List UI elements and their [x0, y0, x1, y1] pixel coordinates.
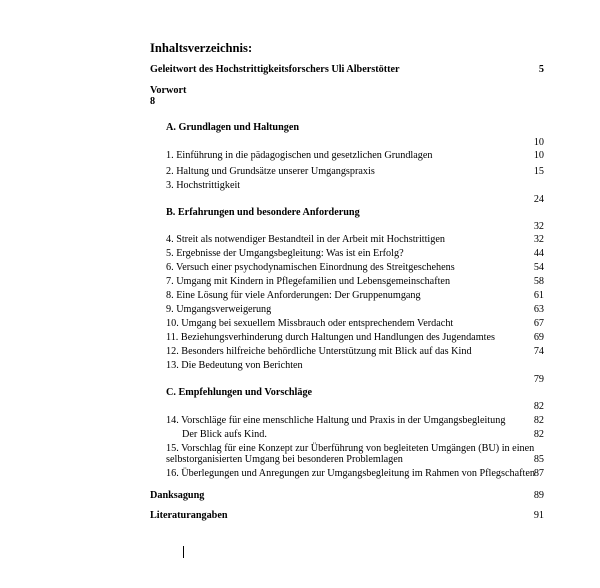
toc-item-continuation: Der Blick aufs Kind.: [182, 429, 267, 440]
toc-item: 13. Die Bedeutung von Berichten: [166, 360, 303, 371]
toc-item-page: 54: [533, 262, 544, 273]
toc-item-page: 85: [533, 454, 544, 465]
section-c-heading: C. Empfehlungen und Vorschläge: [166, 387, 313, 398]
toc-item: 15. Vorschlag für eine Konzept zur Überführung von begleiteten Umgängen (BU) in einen: [166, 443, 535, 454]
toc-item: 3. Hochstrittigkeit: [166, 180, 241, 191]
toc-item-page: 67: [533, 318, 544, 329]
toc-item-page: 61: [533, 290, 544, 301]
toc-item: 12. Besonders hilfreiche behördliche Unterstützung mit Blick auf das Kind: [166, 346, 472, 357]
toc-literatur: Literaturangaben: [150, 510, 228, 521]
toc-item-page: 44: [533, 248, 544, 259]
section-a-heading-page: 10: [533, 137, 544, 148]
toc-item: 14. Vorschläge für eine menschliche Haltung und Praxis in der Umgangsbegleitung: [166, 415, 506, 426]
section-b-heading: B. Erfahrungen und besondere Anforderung: [166, 207, 360, 218]
toc-item: 16. Überlegungen und Anregungen zur Umgangsbegleitung im Rahmen von Pflegschaften: [166, 468, 535, 479]
toc-item: 5. Ergebnisse der Umgangsbegleitung: Was ist ein Erfolg?: [166, 248, 404, 259]
toc-item: 9. Umgangsverweigerung: [166, 304, 272, 315]
toc-item: 6. Versuch einer psychodynamischen Einordnung des Streitgeschehens: [166, 262, 455, 273]
toc-item: 2. Haltung und Grundsätze unserer Umgangspraxis: [166, 166, 375, 177]
toc-item-continuation: selbstorganisierten Umgang bei besonderen Problemlagen: [166, 454, 403, 465]
toc-geleitwort: Geleitwort des Hochstrittigkeitsforschers Uli Alberstötter: [150, 64, 400, 75]
toc-item: 10. Umgang bei sexuellem Missbrauch oder entsprechendem Verdacht: [166, 318, 454, 329]
toc-item-page: 69: [533, 332, 544, 343]
toc-geleitwort-page: 5: [538, 64, 544, 75]
toc-item-page: 82: [533, 429, 544, 440]
toc-item-page: 32: [533, 234, 544, 245]
section-a-heading: A. Grundlagen und Haltungen: [166, 122, 300, 133]
text-cursor: [183, 546, 184, 558]
section-c-heading-page: 82: [533, 401, 544, 412]
toc-item: 11. Beziehungsverhinderung durch Haltungen und Handlungen des Jugendamtes: [166, 332, 495, 343]
section-b-trailing-page: 79: [533, 374, 544, 385]
toc-vorwort-page: 8: [150, 96, 156, 107]
toc-item-page: 10: [533, 150, 544, 161]
toc-item-page: 87: [533, 468, 544, 479]
toc-item: 4. Streit als notwendiger Bestandteil in der Arbeit mit Hochstrittigen: [166, 234, 445, 245]
toc-item-page: 74: [533, 346, 544, 357]
toc-item-page: 58: [533, 276, 544, 287]
toc-title: Inhaltsverzeichnis:: [150, 41, 253, 55]
section-b-heading-page: 32: [533, 221, 544, 232]
toc-item: 8. Eine Lösung für viele Anforderungen: Der Gruppenumgang: [166, 290, 421, 301]
toc-item-page: 82: [533, 415, 544, 426]
toc-vorwort: Vorwort: [150, 85, 187, 96]
toc-danksagung: Danksagung: [150, 490, 205, 501]
toc-item: 1. Einführung in die pädagogischen und gesetzlichen Grundlagen: [166, 150, 433, 161]
toc-item-page: 63: [533, 304, 544, 315]
toc-item: 7. Umgang mit Kindern in Pflegefamilien und Lebensgemeinschaften: [166, 276, 451, 287]
toc-literatur-page: 91: [533, 510, 544, 521]
toc-danksagung-page: 89: [533, 490, 544, 501]
section-a-trailing-page: 24: [533, 194, 544, 205]
toc-item-page: 15: [533, 166, 544, 177]
